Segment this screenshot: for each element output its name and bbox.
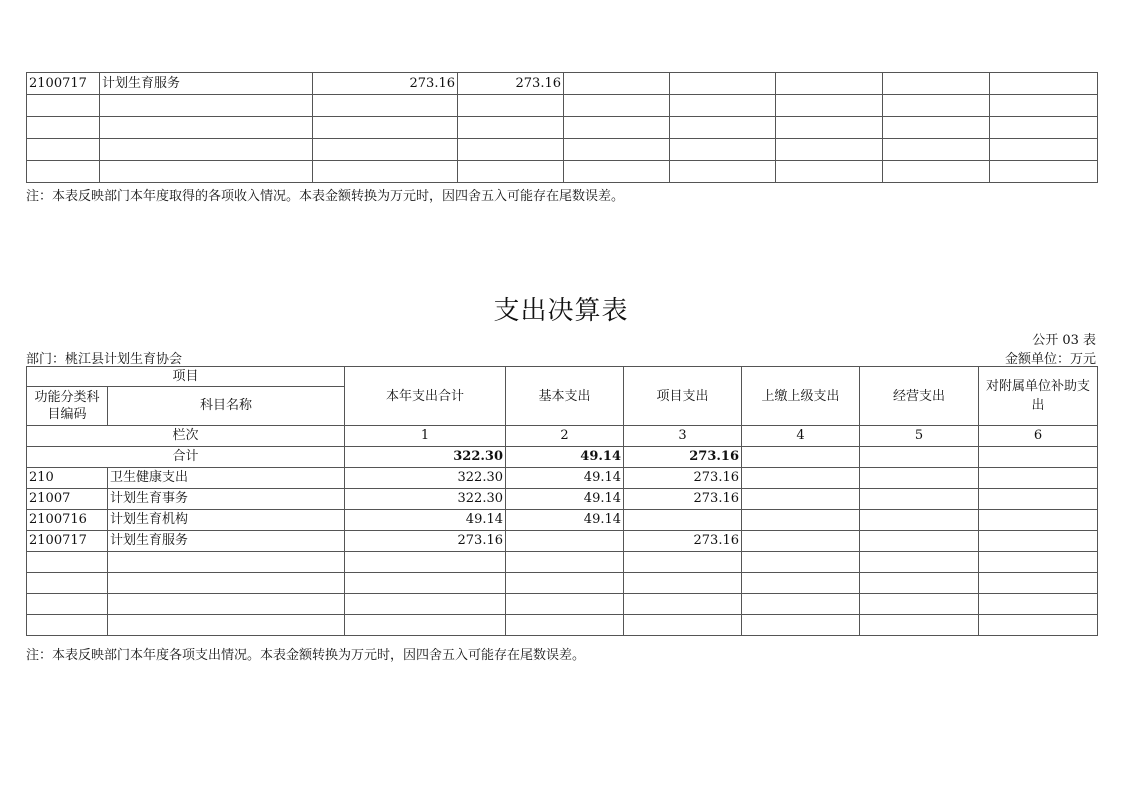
- empty-cell: [860, 552, 979, 573]
- empty-cell: [742, 573, 860, 594]
- amount-cell: [313, 95, 458, 117]
- table-row: [27, 615, 1098, 636]
- amount-cell: [313, 139, 458, 161]
- empty-cell: [564, 139, 670, 161]
- subject-code-cell: [27, 552, 108, 573]
- table-row: [27, 468, 1098, 489]
- empty-cell: [990, 161, 1098, 183]
- total-expenditure-cell: [345, 594, 506, 615]
- empty-cell: [860, 573, 979, 594]
- empty-cell: [860, 468, 979, 489]
- col-number-3: 3: [624, 426, 742, 447]
- subject-code-cell: 2100716: [27, 510, 108, 531]
- amount-cell: 273.16: [313, 73, 458, 95]
- empty-cell: [776, 73, 883, 95]
- header-col-2: 基本支出: [506, 367, 624, 426]
- basic-expenditure-cell: [506, 615, 624, 636]
- total-expenditure-cell: 322.30: [345, 468, 506, 489]
- total-col-4: [742, 447, 860, 468]
- subject-code-cell: 21007: [27, 489, 108, 510]
- total-expenditure-cell: [345, 552, 506, 573]
- header-col-6: 对附属单位补助支出: [979, 367, 1098, 426]
- total-col-3: 273.16: [624, 447, 742, 468]
- basic-expenditure-cell: [506, 594, 624, 615]
- empty-cell: [979, 594, 1098, 615]
- empty-cell: [670, 73, 776, 95]
- table-row: [27, 73, 1098, 95]
- empty-cell: [742, 510, 860, 531]
- project-expenditure-cell: [624, 573, 742, 594]
- table-row: [27, 531, 1098, 552]
- empty-cell: [742, 468, 860, 489]
- empty-cell: [860, 510, 979, 531]
- table-row: [27, 117, 1098, 139]
- table-row: [27, 95, 1098, 117]
- amount-cell: [458, 161, 564, 183]
- empty-cell: [742, 552, 860, 573]
- header-col-4: 上缴上级支出: [742, 367, 860, 426]
- subject-code-cell: [27, 615, 108, 636]
- header-project: 项目: [27, 367, 345, 387]
- header-col-3: 项目支出: [624, 367, 742, 426]
- empty-cell: [883, 139, 990, 161]
- subject-code-cell: [27, 573, 108, 594]
- form-code: 公开 03 表: [1032, 333, 1096, 348]
- empty-cell: [979, 615, 1098, 636]
- project-expenditure-cell: [624, 510, 742, 531]
- empty-cell: [776, 139, 883, 161]
- subject-name-cell: 计划生育事务: [108, 489, 345, 510]
- subject-name-cell: [100, 161, 313, 183]
- expenditure-table-note: 注：本表反映部门本年度各项支出情况。本表金额转换为万元时，因四舍五入可能存在尾数误差。: [26, 648, 586, 663]
- expenditure-table: [26, 366, 1098, 636]
- subject-code-cell: [27, 139, 100, 161]
- empty-cell: [776, 95, 883, 117]
- subject-name-cell: 计划生育服务: [108, 531, 345, 552]
- empty-cell: [883, 73, 990, 95]
- empty-cell: [979, 468, 1098, 489]
- department-label: 部门：桃江县计划生育协会: [26, 352, 183, 367]
- empty-cell: [979, 531, 1098, 552]
- project-expenditure-cell: [624, 615, 742, 636]
- table-row: [27, 489, 1098, 510]
- empty-cell: [670, 139, 776, 161]
- subject-code-cell: 210: [27, 468, 108, 489]
- total-col-6: [979, 447, 1098, 468]
- header-col-1: 本年支出合计: [345, 367, 506, 426]
- basic-expenditure-cell: [506, 531, 624, 552]
- empty-cell: [860, 594, 979, 615]
- subject-name-cell: 计划生育机构: [108, 510, 345, 531]
- empty-cell: [979, 573, 1098, 594]
- total-row: [27, 447, 1098, 468]
- empty-cell: [860, 489, 979, 510]
- table-row: [27, 139, 1098, 161]
- total-expenditure-cell: [345, 573, 506, 594]
- empty-cell: [564, 117, 670, 139]
- total-label: 合计: [27, 447, 345, 468]
- table-row: [27, 161, 1098, 183]
- basic-expenditure-cell: 49.14: [506, 468, 624, 489]
- total-col-2: 49.14: [506, 447, 624, 468]
- project-expenditure-cell: 273.16: [624, 531, 742, 552]
- col-number-4: 4: [742, 426, 860, 447]
- total-col-5: [860, 447, 979, 468]
- subject-code-cell: [27, 594, 108, 615]
- unit-label: 金额单位：万元: [1004, 352, 1096, 367]
- col-number-6: 6: [979, 426, 1098, 447]
- amount-cell: [313, 117, 458, 139]
- project-expenditure-cell: [624, 594, 742, 615]
- subject-name-cell: [108, 573, 345, 594]
- project-expenditure-cell: 273.16: [624, 489, 742, 510]
- empty-cell: [742, 594, 860, 615]
- subject-code-cell: [27, 161, 100, 183]
- empty-cell: [990, 139, 1098, 161]
- empty-cell: [860, 615, 979, 636]
- empty-cell: [670, 95, 776, 117]
- total-expenditure-cell: 49.14: [345, 510, 506, 531]
- subject-name-cell: [108, 615, 345, 636]
- table-row: [27, 510, 1098, 531]
- subject-name-cell: [108, 552, 345, 573]
- header-subject-name: 科目名称: [108, 387, 345, 426]
- empty-cell: [564, 95, 670, 117]
- column-label: 栏次: [27, 426, 345, 447]
- subject-code-cell: 2100717: [27, 73, 100, 95]
- page-title: 支出决算表: [493, 296, 629, 326]
- income-table-continued: [26, 72, 1098, 183]
- empty-cell: [742, 489, 860, 510]
- subject-code-cell: 2100717: [27, 531, 108, 552]
- empty-cell: [776, 161, 883, 183]
- total-col-1: 322.30: [345, 447, 506, 468]
- empty-cell: [990, 95, 1098, 117]
- subject-name-cell: 计划生育服务: [100, 73, 313, 95]
- subject-code-cell: [27, 117, 100, 139]
- empty-cell: [670, 117, 776, 139]
- empty-cell: [990, 73, 1098, 95]
- subject-name-cell: [100, 95, 313, 117]
- subject-code-cell: [27, 95, 100, 117]
- empty-cell: [564, 161, 670, 183]
- empty-cell: [742, 615, 860, 636]
- empty-cell: [979, 489, 1098, 510]
- empty-cell: [990, 117, 1098, 139]
- subject-name-cell: [100, 117, 313, 139]
- amount-cell: [313, 161, 458, 183]
- table-row: [27, 594, 1098, 615]
- basic-expenditure-cell: 49.14: [506, 489, 624, 510]
- col-number-5: 5: [860, 426, 979, 447]
- project-expenditure-cell: 273.16: [624, 468, 742, 489]
- table-row: [27, 573, 1098, 594]
- empty-cell: [883, 117, 990, 139]
- subject-name-cell: [100, 139, 313, 161]
- amount-cell: 273.16: [458, 73, 564, 95]
- col-number-1: 1: [345, 426, 506, 447]
- header-func-code: 功能分类科目编码: [27, 387, 108, 426]
- income-table-note: 注：本表反映部门本年度取得的各项收入情况。本表金额转换为万元时，因四舍五入可能存在尾数误差。: [26, 189, 625, 204]
- empty-cell: [776, 117, 883, 139]
- total-expenditure-cell: 322.30: [345, 489, 506, 510]
- subject-name-cell: [108, 594, 345, 615]
- table-row: [27, 552, 1098, 573]
- project-expenditure-cell: [624, 552, 742, 573]
- subject-name-cell: 卫生健康支出: [108, 468, 345, 489]
- empty-cell: [670, 161, 776, 183]
- total-expenditure-cell: 273.16: [345, 531, 506, 552]
- amount-cell: [458, 139, 564, 161]
- total-expenditure-cell: [345, 615, 506, 636]
- col-number-2: 2: [506, 426, 624, 447]
- amount-cell: [458, 95, 564, 117]
- basic-expenditure-cell: [506, 573, 624, 594]
- empty-cell: [883, 95, 990, 117]
- empty-cell: [564, 73, 670, 95]
- empty-cell: [979, 510, 1098, 531]
- empty-cell: [883, 161, 990, 183]
- empty-cell: [979, 552, 1098, 573]
- amount-cell: [458, 117, 564, 139]
- empty-cell: [860, 531, 979, 552]
- header-col-5: 经营支出: [860, 367, 979, 426]
- empty-cell: [742, 531, 860, 552]
- basic-expenditure-cell: [506, 552, 624, 573]
- basic-expenditure-cell: 49.14: [506, 510, 624, 531]
